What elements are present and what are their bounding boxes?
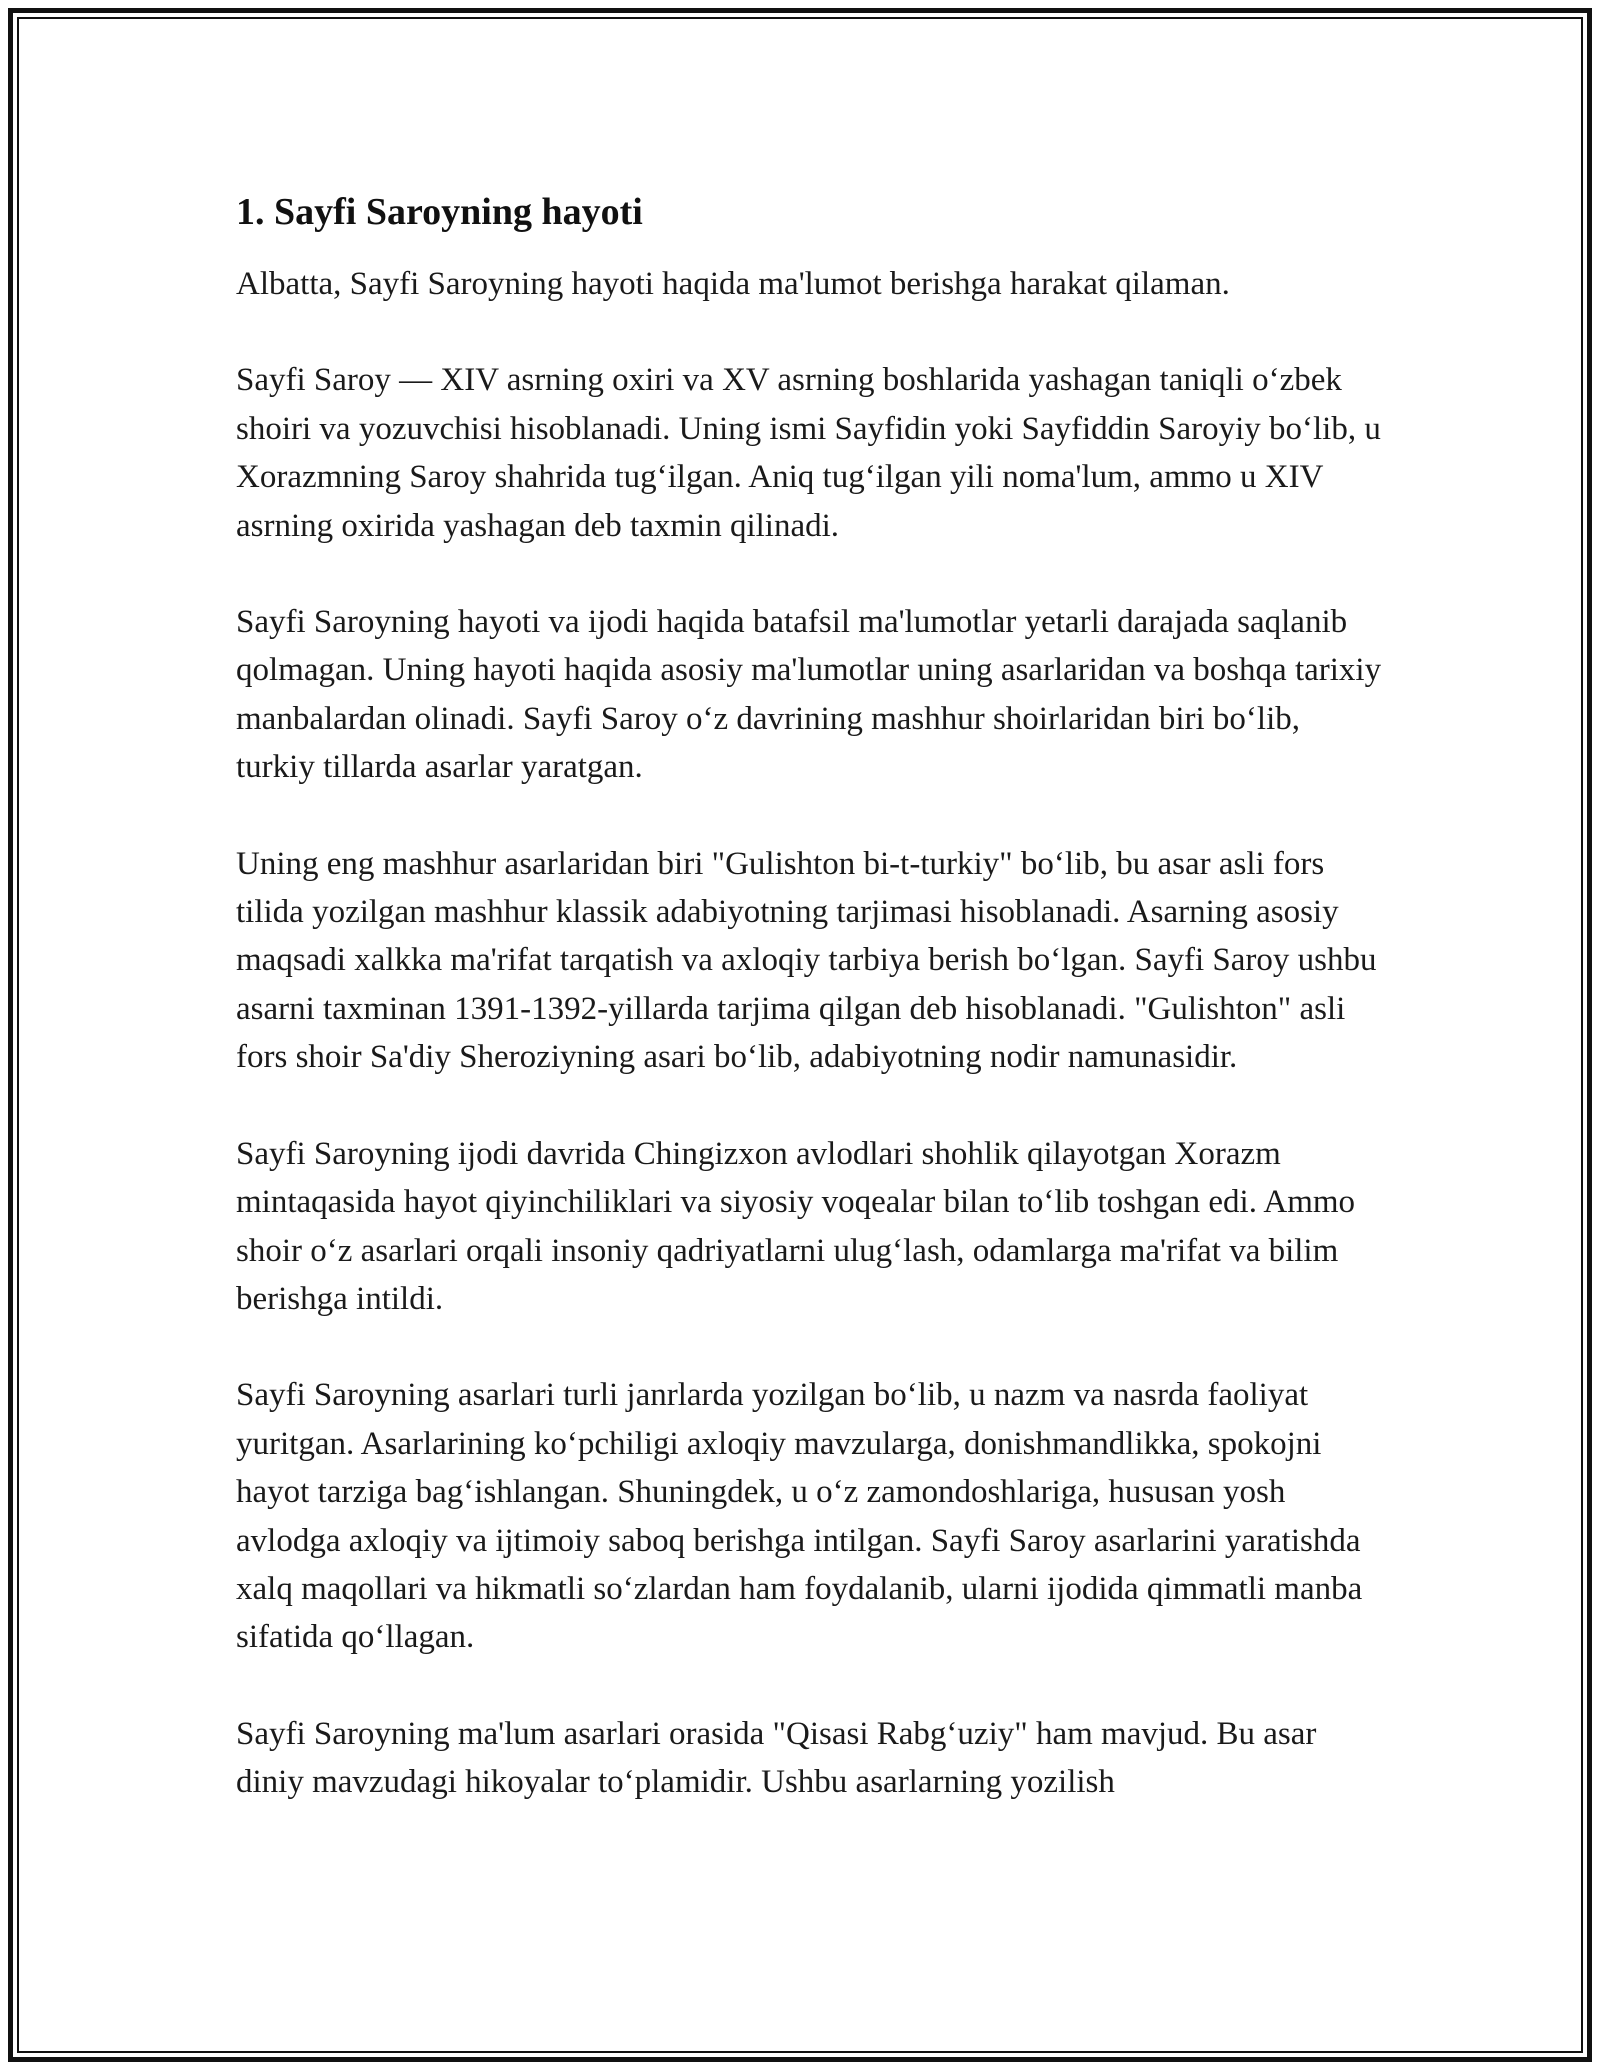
paragraph-sources: Sayfi Saroyning hayoti va ijodi haqida batafsil ma'lumotlar yetarli darajada saqlanib qolmagan. Uning hayoti haqida asosiy ma'lumotlar uning asarlaridan va boshqa tarixiy manbalardan olinadi. Sayfi Saroy o‘z davrining mashhur shoirlaridan biri bo‘lib, turkiy tillarda asarlar yaratgan. <box>236 604 1382 786</box>
paragraph-works-genres: Sayfi Saroyning asarlari turli janrlarda yozilgan bo‘lib, u nazm va nasrda faoliyat yuritgan. Asarlarining ko‘pchiligi axloqiy mavzularga, donishmandlikka, spokojni hayot tarziga bag‘ishlangan. Shuningdek, u o‘z zamondoshlariga, hususan yosh avlodga axloqiy va ijtimoiy saboq berishga intilgan. Sayfi Saroy asarlarini yaratishda xalq maqollari va hikmatli so‘zlardan ham foydalanib, ularni ijodida qimmatli manba sifatida qo‘llagan. <box>236 1377 1363 1656</box>
paragraph-intro: Albatta, Sayfi Saroyning hayoti haqida ma'lumot berishga harakat qilaman. <box>236 266 1230 302</box>
document-body <box>236 186 1386 1807</box>
section-heading: 1. Sayfi Saroyning hayoti <box>236 191 643 233</box>
paragraph-gulishton: Uning eng mashhur asarlaridan biri "Gulishton bi-t-turkiy" bo‘lib, bu asar asli fors tilida yozilgan mashhur klassik adabiyotning tarjimasi hisoblanadi. Asarning asosiy maqsadi xalkka ma'rifat tarqatish va axloqiy tarbiya berish bo‘lgan. Sayfi Saroy ushbu asarni taxminan 1391-1392-yillarda tarjima qilgan deb hisoblanadi. "Gulishton" asli fors shoir Sa'diy Sheroziyning asari bo‘lib, adabiyotning nodir namunasidir. <box>236 845 1377 1076</box>
paragraph-biography: Sayfi Saroy — XIV asrning oxiri va XV asrning boshlarida yashagan taniqli o‘zbek shoiri va yozuvchisi hisoblanadi. Uning ismi Sayfidin yoki Sayfiddin Saroyiy bo‘lib, u Xorazmning Saroy shahrida tug‘ilgan. Aniq tug‘ilgan yili noma'lum, ammo u XIV asrning oxirida yashagan deb taxmin qilinadi. <box>236 362 1381 544</box>
paragraph-historical-context: Sayfi Saroyning ijodi davrida Chingizxon avlodlari shohlik qilayotgan Xorazm mintaqasida hayot qiyinchiliklari va siyosiy voqealar bilan to‘lib toshgan edi. Ammo shoir o‘z asarlari orqali insoniy qadriyatlarni ulug‘lash, odamlarga ma'rifat va bilim berishga intildi. <box>236 1135 1356 1317</box>
paragraph-qisasi-rabguziy: Sayfi Saroyning ma'lum asarlari orasida "Qisasi Rabg‘uziy" ham mavjud. Bu asar diniy mavzudagi hikoyalar to‘plamidir. Ushbu asarlarning yozilish <box>236 1715 1317 1801</box>
